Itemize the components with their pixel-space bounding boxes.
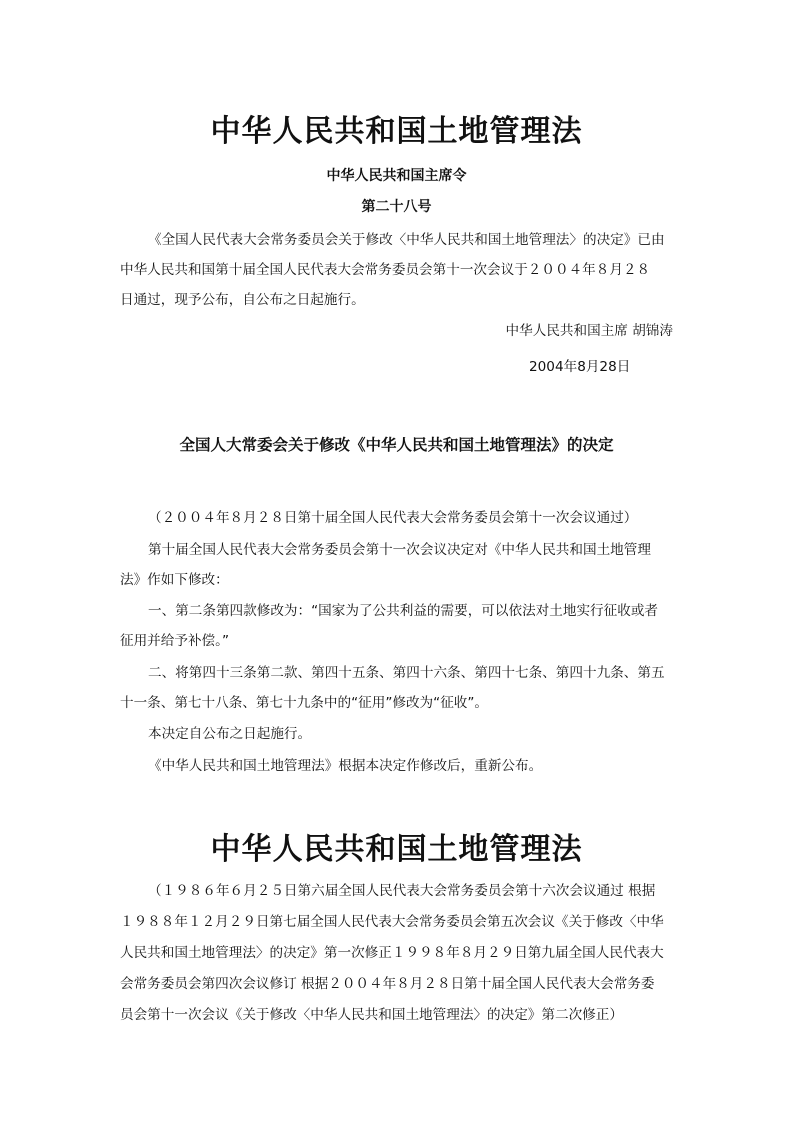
amendment-item-two: 十一条、第七十八条、第七十九条中的“征用”修改为“征收”。: [120, 695, 489, 711]
order-number: 第二十八号: [361, 199, 432, 215]
history-line: 员会第十一次会议《关于修改〈中华人民共和国土地管理法〉的决定》第二次修正）: [120, 1007, 623, 1023]
decision-title: 全国人大常委会关于修改《中华人民共和国土地管理法》的决定: [179, 436, 614, 454]
amendment-item-two: 二、将第四十三条第二款、第四十五条、第四十六条、第四十七条、第四十九条、第五: [148, 665, 665, 681]
promulgation-line: 《全国人民代表大会常务委员会关于修改〈中华人民共和国土地管理法〉的决定》已由: [148, 232, 665, 248]
amendment-item-one: 一、第二条第四款修改为：“国家为了公共利益的需要，可以依法对土地实行征收或者: [148, 603, 659, 619]
decision-intro-line: 第十届全国人民代表大会常务委员会第十一次会议决定对《中华人民共和国土地管理: [148, 542, 651, 558]
sign-date: 2004年8月28日: [529, 359, 631, 375]
decision-intro-line: 法》作如下修改：: [120, 572, 229, 588]
effective-clause: 本决定自公布之日起施行。: [148, 726, 312, 742]
amendment-item-one: 征用并给予补偿。”: [120, 633, 229, 649]
history-line: 人民共和国土地管理法〉的决定》第一次修正１９９８年８月２９日第九届全国人民代表大: [120, 945, 664, 961]
history-line: １９８８年１２月２９日第七届全国人民代表大会常务委员会第五次会议《关于修改〈中华: [120, 914, 664, 930]
law-title: 中华人民共和国土地管理法: [210, 832, 583, 867]
signatory: 中华人民共和国主席 胡锦涛: [505, 323, 673, 339]
promulgation-line: 中华人民共和国第十届全国人民代表大会常务委员会第十一次会议于２００４年８月２８: [120, 262, 651, 278]
order-heading: 中华人民共和国主席令: [326, 168, 467, 184]
history-line: 会常务委员会第四次会议修订 根据２００４年８月２８日第十届全国人民代表大会常务委: [120, 976, 655, 992]
decision-note: （２００４年８月２８日第十届全国人民代表大会常务委员会第十一次会议通过）: [148, 510, 638, 526]
republish-clause: 《中华人民共和国土地管理法》根据本决定作修改后，重新公布。: [148, 758, 543, 774]
history-line: （１９８６年６月２５日第六届全国人民代表大会常务委员会第十六次会议通过 根据: [148, 883, 656, 899]
promulgation-line: 日通过，现予公布，自公布之日起施行。: [120, 292, 365, 308]
document-title: 中华人民共和国土地管理法: [210, 114, 583, 149]
